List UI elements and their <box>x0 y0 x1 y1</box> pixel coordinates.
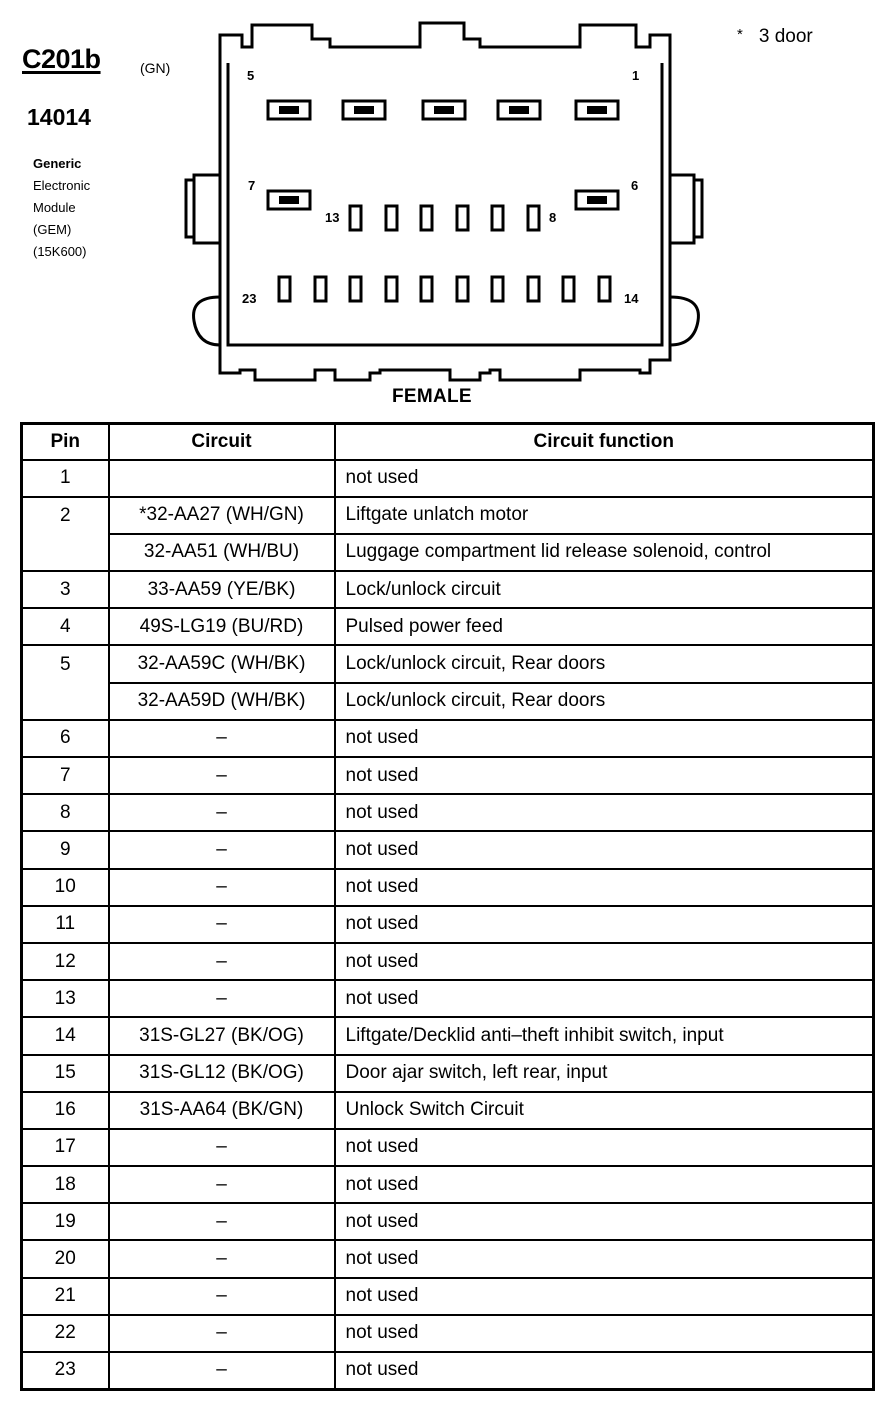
pin-label-13: 13 <box>325 210 340 225</box>
table-row <box>22 1278 874 1315</box>
table-row <box>22 831 874 868</box>
right-latch-tab <box>670 175 694 243</box>
pin-label-8: 8 <box>549 210 557 225</box>
table-row <box>22 1203 874 1240</box>
table-row <box>22 1166 874 1203</box>
circuit-cell: – <box>109 1240 335 1277</box>
table-row <box>22 608 874 645</box>
circuit-cell: – <box>109 757 335 794</box>
table-row <box>22 497 874 534</box>
footnote <box>737 26 813 48</box>
function-cell: not used <box>335 460 874 497</box>
circuit-cell: 31S-AA64 (BK/GN) <box>109 1092 335 1129</box>
pin-cell: 14 <box>22 1017 109 1054</box>
pin-label-14: 14 <box>624 291 639 306</box>
description-line: (GEM) <box>33 222 72 237</box>
part-number: 14014 <box>27 104 91 130</box>
function-cell: not used <box>335 1240 874 1277</box>
pin-cell: 1 <box>22 460 109 497</box>
terminal-contact <box>587 196 607 204</box>
circuit-cell: – <box>109 980 335 1017</box>
function-cell: not used <box>335 943 874 980</box>
function-cell: not used <box>335 831 874 868</box>
pin-cell: 11 <box>22 906 109 943</box>
function-cell: Lock/unlock circuit, Rear doors <box>335 683 874 720</box>
table-row <box>22 720 874 757</box>
table-row <box>22 757 874 794</box>
terminal-slot <box>492 206 503 230</box>
pin-cell: 5 <box>22 645 109 682</box>
description-line: Module <box>33 200 76 215</box>
circuit-cell: 31S-GL27 (BK/OG) <box>109 1017 335 1054</box>
pin-cell: 18 <box>22 1166 109 1203</box>
pin-cell <box>22 683 109 720</box>
terminal-slot <box>528 277 539 301</box>
function-cell: not used <box>335 869 874 906</box>
circuit-cell: – <box>109 1278 335 1315</box>
circuit-cell: 32-AA59D (WH/BK) <box>109 683 335 720</box>
pin-cell: 4 <box>22 608 109 645</box>
terminal-slot <box>457 206 468 230</box>
circuit-cell: – <box>109 1203 335 1240</box>
table-row <box>22 906 874 943</box>
table-row <box>22 683 874 720</box>
terminal-slot <box>350 206 361 230</box>
pin-cell: 13 <box>22 980 109 1017</box>
pin-cell: 6 <box>22 720 109 757</box>
pin-label-6: 6 <box>631 178 639 193</box>
left-ear <box>194 297 220 345</box>
terminal-slot <box>421 277 432 301</box>
connector-color: (GN) <box>140 60 171 76</box>
table-row <box>22 1017 874 1054</box>
column-header-pin: Pin <box>22 424 109 460</box>
right-ear <box>670 297 698 345</box>
connector-face-diagram <box>180 15 720 390</box>
module-description <box>33 153 90 263</box>
terminal-slot <box>528 206 539 230</box>
function-cell: not used <box>335 1315 874 1352</box>
function-cell: Luggage compartment lid release solenoid, control <box>335 534 874 571</box>
terminal-slot <box>457 277 468 301</box>
circuit-cell: 31S-GL12 (BK/OG) <box>109 1055 335 1092</box>
function-cell: not used <box>335 757 874 794</box>
function-cell: not used <box>335 1166 874 1203</box>
function-cell: Door ajar switch, left rear, input <box>335 1055 874 1092</box>
connector-gender-label: FEMALE <box>392 386 472 407</box>
footnote-marker: * <box>737 26 743 43</box>
terminal-slot <box>563 277 574 301</box>
pin-label-5: 5 <box>247 68 255 83</box>
circuit-cell: – <box>109 1352 335 1389</box>
terminal-contact <box>587 106 607 114</box>
function-cell: not used <box>335 1352 874 1389</box>
pin-cell: 16 <box>22 1092 109 1129</box>
terminal-contact <box>279 196 299 204</box>
pin-cell: 9 <box>22 831 109 868</box>
terminal-contact <box>509 106 529 114</box>
circuit-cell: 49S-LG19 (BU/RD) <box>109 608 335 645</box>
table-row <box>22 1240 874 1277</box>
description-line: (15K600) <box>33 244 87 259</box>
pin-cell: 22 <box>22 1315 109 1352</box>
function-cell: Liftgate/Decklid anti–theft inhibit switch, input <box>335 1017 874 1054</box>
function-cell: not used <box>335 1278 874 1315</box>
function-cell: not used <box>335 1129 874 1166</box>
table-row <box>22 1352 874 1389</box>
pin-cell: 15 <box>22 1055 109 1092</box>
circuit-cell: – <box>109 1166 335 1203</box>
footnote-text: 3 door <box>758 26 813 47</box>
terminal-slot <box>315 277 326 301</box>
table-row <box>22 1092 874 1129</box>
function-cell: Unlock Switch Circuit <box>335 1092 874 1129</box>
pin-cell: 20 <box>22 1240 109 1277</box>
table-row <box>22 571 874 608</box>
table-row <box>22 980 874 1017</box>
table-row <box>22 534 874 571</box>
table-row <box>22 460 874 497</box>
description-line: Generic <box>33 156 82 171</box>
table-row <box>22 1315 874 1352</box>
circuit-cell: – <box>109 1129 335 1166</box>
table-row <box>22 869 874 906</box>
circuit-cell: – <box>109 869 335 906</box>
terminal-slot <box>350 277 361 301</box>
left-latch-tab <box>194 175 220 243</box>
function-cell: Lock/unlock circuit, Rear doors <box>335 645 874 682</box>
column-header-function: Circuit function <box>335 424 874 460</box>
pin-cell: 8 <box>22 794 109 831</box>
function-cell: not used <box>335 980 874 1017</box>
circuit-cell: 33-AA59 (YE/BK) <box>109 571 335 608</box>
terminal-slot <box>492 277 503 301</box>
circuit-cell: 32-AA51 (WH/BU) <box>109 534 335 571</box>
pin-cell: 7 <box>22 757 109 794</box>
table-row <box>22 645 874 682</box>
pin-label-23: 23 <box>242 291 257 306</box>
terminal-contact <box>354 106 374 114</box>
circuit-cell <box>109 460 335 497</box>
table-row <box>22 1055 874 1092</box>
pin-cell: 17 <box>22 1129 109 1166</box>
circuit-cell: – <box>109 906 335 943</box>
function-cell: Pulsed power feed <box>335 608 874 645</box>
pin-cell: 23 <box>22 1352 109 1389</box>
terminal-slot <box>386 206 397 230</box>
column-header-circuit: Circuit <box>109 424 335 460</box>
terminal-slot <box>599 277 610 301</box>
pinout-table <box>20 422 875 1391</box>
circuit-cell: 32-AA59C (WH/BK) <box>109 645 335 682</box>
pin-label-7: 7 <box>248 178 256 193</box>
circuit-cell: – <box>109 1315 335 1352</box>
function-cell: not used <box>335 1203 874 1240</box>
pin-cell: 12 <box>22 943 109 980</box>
function-cell: not used <box>335 720 874 757</box>
pin-cell <box>22 534 109 571</box>
pin-cell: 10 <box>22 869 109 906</box>
table-header-row <box>22 424 874 460</box>
circuit-cell: – <box>109 794 335 831</box>
circuit-cell: – <box>109 943 335 980</box>
circuit-cell: *32-AA27 (WH/GN) <box>109 497 335 534</box>
function-cell: Liftgate unlatch motor <box>335 497 874 534</box>
table-row <box>22 943 874 980</box>
pin-cell: 19 <box>22 1203 109 1240</box>
pin-label-1: 1 <box>632 68 640 83</box>
pin-cell: 2 <box>22 497 109 534</box>
function-cell: not used <box>335 906 874 943</box>
circuit-cell: – <box>109 720 335 757</box>
pin-cell: 21 <box>22 1278 109 1315</box>
terminal-slot <box>421 206 432 230</box>
function-cell: not used <box>335 794 874 831</box>
connector-id: C201b <box>22 44 101 74</box>
function-cell: Lock/unlock circuit <box>335 571 874 608</box>
terminal-slot <box>386 277 397 301</box>
terminal-contact <box>279 106 299 114</box>
terminal-contact <box>434 106 454 114</box>
table-row <box>22 1129 874 1166</box>
description-line: Electronic <box>33 178 91 193</box>
table-row <box>22 794 874 831</box>
pin-cell: 3 <box>22 571 109 608</box>
terminal-slot <box>279 277 290 301</box>
circuit-cell: – <box>109 831 335 868</box>
